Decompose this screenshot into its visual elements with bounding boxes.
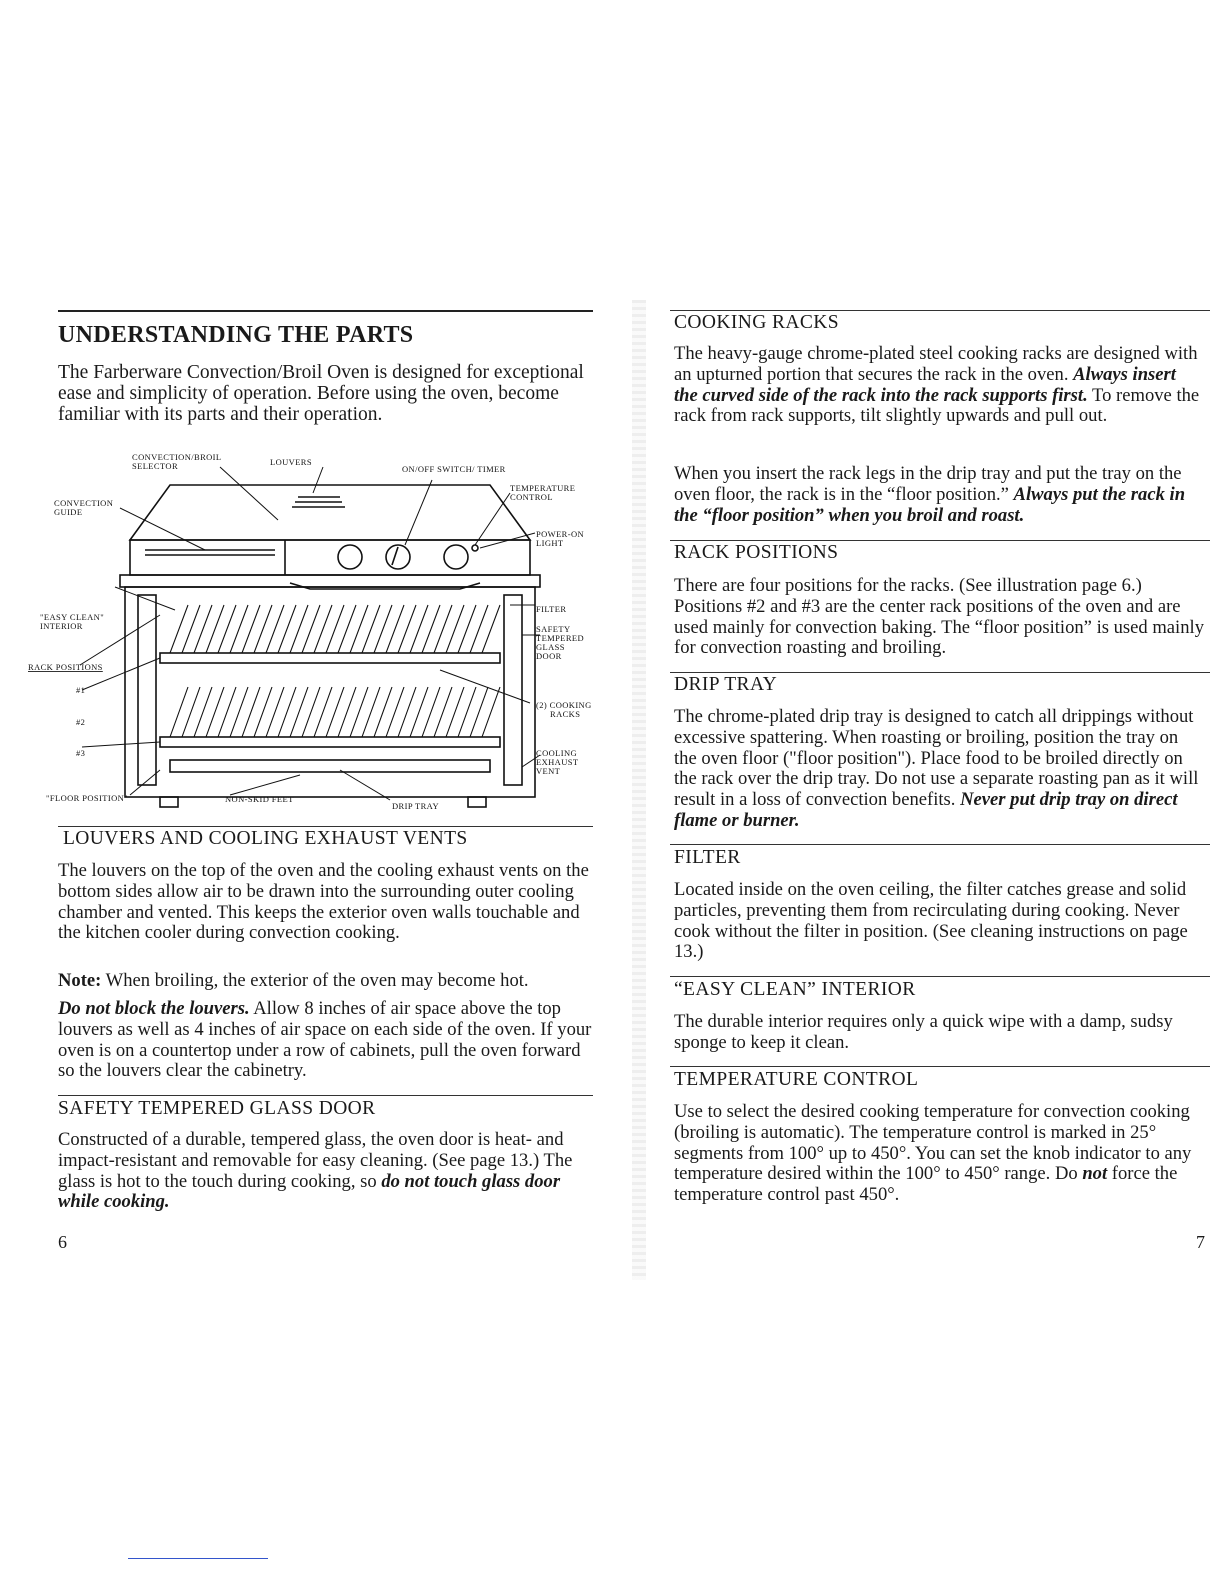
label-pos1: #1 xyxy=(76,685,86,695)
rack-wire xyxy=(410,605,428,653)
label-guide: CONVECTION xyxy=(54,498,114,508)
right-rule-5 xyxy=(670,976,1210,977)
rack-wire xyxy=(458,687,476,737)
rack-wire xyxy=(170,605,188,653)
label-filter: FILTER xyxy=(536,604,567,614)
right-rule-3 xyxy=(670,672,1210,673)
rack-wire xyxy=(422,687,440,737)
floor-position-text: When you insert the rack legs in the drip tray and put the tray on the oven floor, the rack is in the “floor position.” xyxy=(674,463,1182,505)
section-easy-clean-heading: “EASY CLEAN” INTERIOR xyxy=(674,979,916,1000)
rack-wire xyxy=(470,605,488,653)
label-temperature-2: CONTROL xyxy=(510,492,553,502)
page-gutter xyxy=(632,300,646,1280)
rack-wire xyxy=(278,687,296,737)
left-section1-rule xyxy=(58,826,593,827)
louvers-warning-paragraph xyxy=(58,999,593,1082)
label-safety-3: GLASS xyxy=(536,642,565,652)
label-pos3: #3 xyxy=(76,748,86,758)
label-vent: COOLING xyxy=(536,748,578,758)
oven-parts-diagram xyxy=(20,445,600,820)
label-vent-3: VENT xyxy=(536,766,561,776)
rack-wire xyxy=(254,687,272,737)
temperature-tail: force the temperature control past 450°. xyxy=(674,1163,1178,1206)
rack-wire xyxy=(350,605,368,653)
rack-wire xyxy=(266,605,284,653)
page-number-left: 6 xyxy=(58,1232,67,1252)
louvers-paragraph: The louvers on the top of the oven and the cooling exhaust vents on the bottom sides allow air to be drawn into the surrounding outer cooling chamber and vented. This keeps the exterior oven walls touchable and the kitchen cooler during convection cooking. xyxy=(58,860,589,944)
rack-wire xyxy=(170,687,188,737)
rack-wire xyxy=(254,605,272,653)
louvers-warning-text: Allow 8 inches of air space above the top louvers as well as 4 inches of air space on each side of the oven. If your oven is on a countertop under a row of cabinets, pull the oven forward so the louvers clear the cabinetry. xyxy=(58,998,592,1082)
section-filter-heading: FILTER xyxy=(674,847,741,868)
rack-wire xyxy=(374,605,392,653)
cooking-racks-text: The heavy-gauge chrome-plated steel cooking racks are designed with an upturned portion that secures the rack in the oven. xyxy=(674,343,1198,385)
page-number-right: 7 xyxy=(1196,1232,1205,1252)
rack-wire xyxy=(242,605,260,653)
floor-position-paragraph xyxy=(674,464,1204,526)
rack-wire xyxy=(362,687,380,737)
easy-clean-paragraph: The durable interior requires only a quick wipe with a damp, sudsy sponge to keep it clean. xyxy=(674,1011,1173,1053)
rack-wire xyxy=(302,605,320,653)
label-safety-2: TEMPERED xyxy=(536,633,585,643)
rack-wire xyxy=(338,605,356,653)
right-rule-2 xyxy=(670,540,1210,541)
rack-wire xyxy=(302,687,320,737)
rack-wire xyxy=(314,605,332,653)
label-safety: SAFETY xyxy=(536,624,571,634)
rack-wire xyxy=(434,687,452,737)
louvers-warning-em: Do not block the louvers. xyxy=(58,998,250,1019)
label-safety-4: DOOR xyxy=(536,651,562,661)
rack-wire xyxy=(362,605,380,653)
filter-paragraph: Located inside on the oven ceiling, the filter catches grease and solid particles, preventing them from recirculating during cooking. Never cook without the filter in position. (See cleaning instructions on page 13.) xyxy=(674,879,1188,963)
section-glass-heading: SAFETY TEMPERED GLASS DOOR xyxy=(58,1098,376,1119)
rack-wire xyxy=(434,605,452,653)
rack-wire xyxy=(482,687,500,737)
label-easy-clean-2: INTERIOR xyxy=(40,621,83,631)
rack-wire xyxy=(230,687,248,737)
intro-paragraph: The Farberware Convection/Broil Oven is designed for exceptional ease and simplicity of operation. Before using the oven, become familiar with its parts and their operation. xyxy=(58,362,584,425)
label-feet: NON-SKID FEET xyxy=(225,794,294,804)
rack-wire xyxy=(242,687,260,737)
rack-wire xyxy=(194,605,212,653)
drip-tray-paragraph xyxy=(674,707,1204,832)
rack-wire xyxy=(290,687,308,737)
cooking-racks-paragraph xyxy=(674,344,1204,427)
rack-wire xyxy=(218,687,236,737)
label-floor: "FLOOR POSITION" xyxy=(46,793,129,803)
rack-wire xyxy=(266,687,284,737)
temperature-em: not xyxy=(1082,1163,1108,1185)
rack-wire xyxy=(446,687,464,737)
label-drip: DRIP TRAY xyxy=(392,801,439,811)
label-timer: ON/OFF SWITCH/ TIMER xyxy=(402,464,506,474)
note-text: When broiling, the exterior of the oven may become hot. xyxy=(101,970,529,991)
right-rule-4 xyxy=(670,844,1210,845)
rack-wire xyxy=(422,605,440,653)
glass-paragraph xyxy=(58,1130,593,1213)
rack-wire xyxy=(410,687,428,737)
rack-wire xyxy=(218,605,236,653)
rack-wire xyxy=(446,605,464,653)
cooking-racks-em: Always insert the curved side of the rack into the rack supports first. xyxy=(674,363,1176,406)
rack-wire xyxy=(290,605,308,653)
rack-wire xyxy=(470,687,488,737)
note-label: Note: xyxy=(58,970,102,991)
label-pos2: #2 xyxy=(76,717,86,727)
section-drip-tray-heading: DRIP TRAY xyxy=(674,674,778,695)
note-paragraph xyxy=(58,971,593,992)
rack-wire xyxy=(206,605,224,653)
rack-positions-paragraph: There are four positions for the racks. (See illustration page 6.) Positions #2 and #3 are the center rack positions of the oven and are used mainly for convection baking. The “floor position” is used mainly for convection roasting and broiling. xyxy=(674,575,1204,659)
rack-wire xyxy=(230,605,248,653)
left-section2-rule xyxy=(58,1095,593,1096)
rack-wire xyxy=(374,687,392,737)
rack-wire xyxy=(326,687,344,737)
label-racks-2: RACKS xyxy=(550,709,581,719)
rack-wire xyxy=(458,605,476,653)
floor-position-em: Always put the rack in the “floor position” when you broil and roast. xyxy=(674,483,1186,526)
rack-wire xyxy=(206,687,224,737)
cooking-racks-tail: To remove the rack from rack supports, tilt slightly upwards and pull out. xyxy=(674,384,1200,427)
section-rack-positions-heading: RACK POSITIONS xyxy=(674,542,839,563)
temperature-paragraph xyxy=(674,1102,1204,1206)
label-louvers: LOUVERS xyxy=(270,457,312,467)
label-selector-2: SELECTOR xyxy=(132,461,179,471)
section-cooking-racks-heading: COOKING RACKS xyxy=(674,312,840,333)
label-temperature: TEMPERATURE xyxy=(510,483,576,493)
right-rule-1 xyxy=(670,310,1210,311)
glass-text: Constructed of a durable, tempered glass, the oven door is heat- and impact-resistant and removable for easy cleaning. (See page 13.) The glass is hot to the touch during cooking, so xyxy=(58,1129,573,1192)
rack-wire xyxy=(326,605,344,653)
label-racks: (2) COOKING xyxy=(536,700,592,710)
rack-wire xyxy=(398,687,416,737)
footer-line xyxy=(128,1558,268,1559)
glass-em: do not touch glass door while cooking. xyxy=(58,1170,561,1213)
label-selector: CONVECTION/BROIL xyxy=(132,452,222,462)
drip-tray-text: The chrome-plated drip tray is designed to catch all drippings without excessive spattering. When roasting or broiling, position the tray on the oven floor ("floor position"). Place food to be broiled directly on the rack over the drip tray. Do not use a separate roasting pan as it will result in a loss of convection benefits. xyxy=(674,706,1199,811)
rack-wire xyxy=(182,605,200,653)
label-vent-2: EXHAUST xyxy=(536,757,579,767)
section-louvers-heading: LOUVERS AND COOLING EXHAUST VENTS xyxy=(63,828,468,849)
rack-wire xyxy=(482,605,500,653)
label-power: POWER-ON xyxy=(536,529,585,539)
rack-wire xyxy=(350,687,368,737)
left-top-rule xyxy=(58,310,593,312)
rack-wire xyxy=(398,605,416,653)
rack-wire xyxy=(314,687,332,737)
drip-tray-em: Never put drip tray on direct flame or burner. xyxy=(674,789,1178,831)
rack-wire xyxy=(278,605,296,653)
rack-wire xyxy=(182,687,200,737)
rack-wire xyxy=(338,687,356,737)
section-temperature-heading: TEMPERATURE CONTROL xyxy=(674,1069,919,1090)
temperature-text: Use to select the desired cooking temperature for convection cooking (broiling is automatic). The temperature control is marked in 25° segments from 100° up to 450°. You can set the knob indicator to any temperature desired within the 100° to 450° range. Do xyxy=(674,1101,1192,1185)
page-title: UNDERSTANDING THE PARTS xyxy=(58,322,414,348)
label-rack-positions: RACK POSITIONS xyxy=(28,662,103,672)
label-easy-clean: "EASY CLEAN" xyxy=(40,612,105,622)
rack-wire xyxy=(386,605,404,653)
label-guide-2: GUIDE xyxy=(54,507,83,517)
label-power-2: LIGHT xyxy=(536,538,564,548)
rack-wire xyxy=(194,687,212,737)
rack-wire xyxy=(386,687,404,737)
right-rule-6 xyxy=(670,1066,1210,1067)
